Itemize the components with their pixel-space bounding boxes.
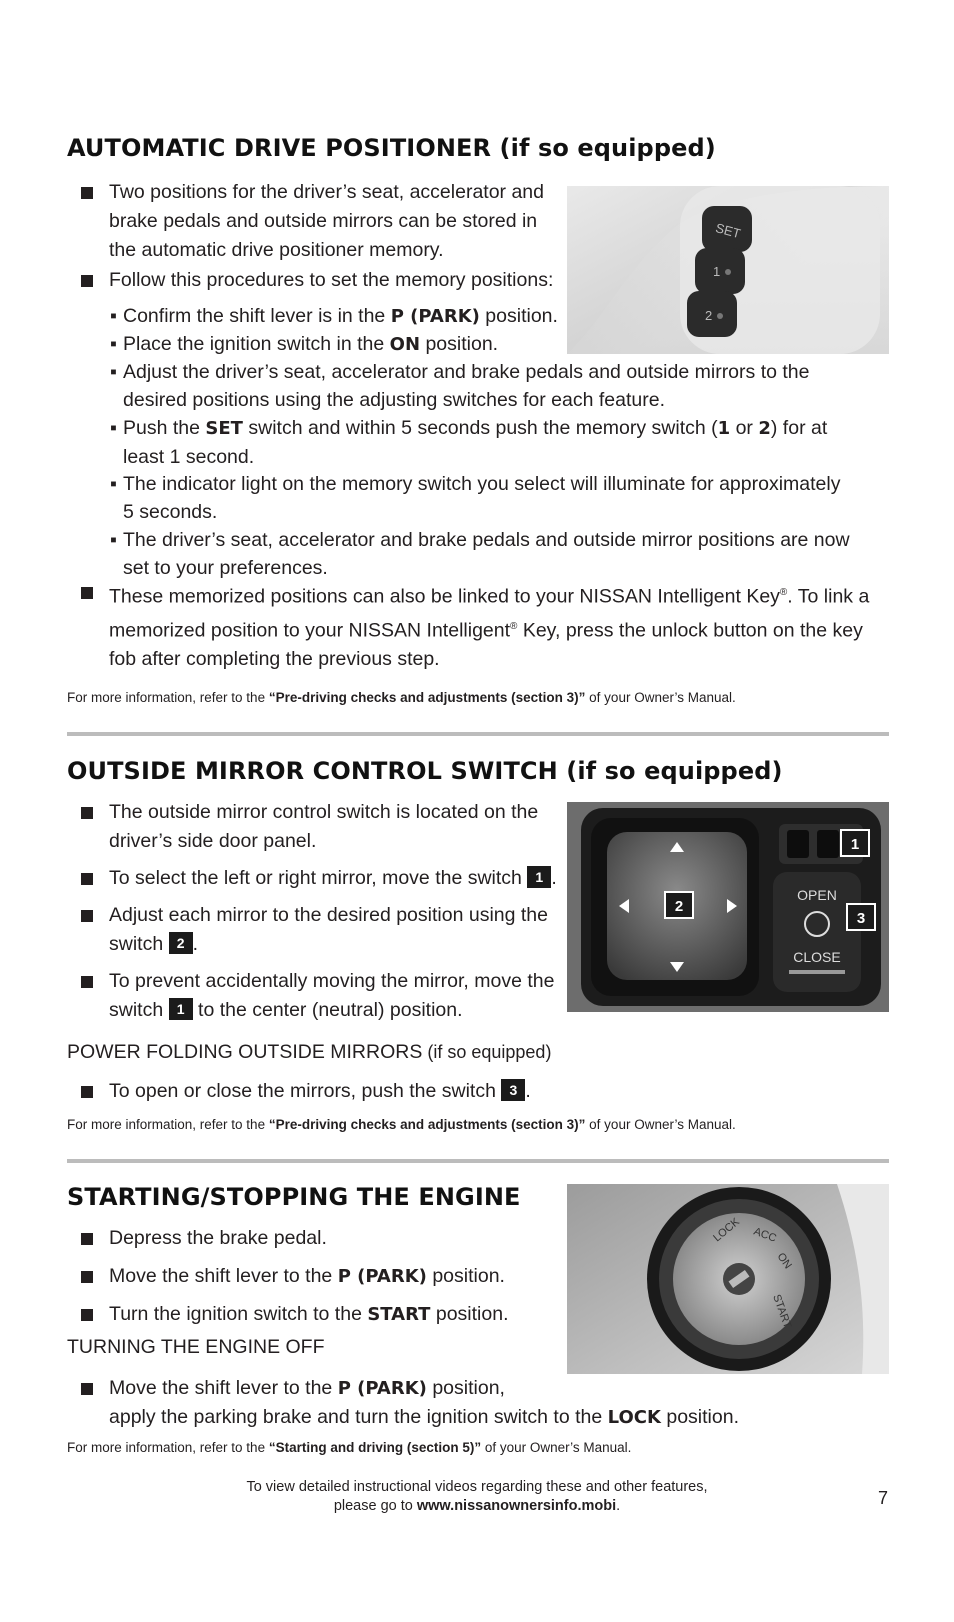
list-item: To select the left or right mirror, move the switch 1 . [81, 864, 581, 893]
sub-list-item: ▪ Place the ignition switch in the ON position. [110, 333, 499, 355]
sub-list-item: ▪ The driver’s seat, accelerator and brake pedals and outside mirror positions are now set to your preferences. [110, 529, 850, 579]
list-item: Depress the brake pedal. [81, 1224, 561, 1253]
on-position-label: ON [774, 1250, 794, 1272]
list-item: Move the shift lever to the P (PARK) position. [81, 1262, 561, 1291]
subheading: POWER FOLDING OUTSIDE MIRRORS (if so equipped) [67, 1041, 552, 1063]
list-item: Adjust each mirror to the desired position using the switch 2 . [81, 901, 551, 959]
subheading: TURNING THE ENGINE OFF [67, 1336, 325, 1358]
bullet-square-icon [81, 1233, 93, 1245]
sub-list-item: ▪ Confirm the shift lever is in the P (PARK) position. [110, 305, 558, 327]
callout-badge: 3 [501, 1079, 525, 1101]
bullet-square-icon [81, 1309, 93, 1321]
section-title: AUTOMATIC DRIVE POSITIONER (if so equipped) [67, 134, 716, 162]
page-footer: To view detailed instructional videos regarding these and other features, please go to www.nissanownersinfo.mobi. [246, 1479, 708, 1514]
ignition-switch-illustration [567, 1184, 889, 1374]
list-item: Move the shift lever to the P (PARK) position, apply the parking brake and turn the ignition switch to the LOCK position. [81, 1374, 841, 1432]
acc-position-label: ACC [751, 1225, 778, 1245]
callout-badge: 1 [527, 866, 551, 888]
list-item: To open or close the mirrors, push the switch 3 . [81, 1077, 681, 1106]
memory-2-label: 2 [705, 308, 713, 323]
section-title: STARTING/STOPPING THE ENGINE [67, 1183, 521, 1211]
callout-badge: 2 [169, 932, 193, 954]
start-position-label: START [770, 1292, 794, 1330]
list-item: To prevent accidentally moving the mirror, move the switch 1 to the center (neutral) position. [81, 967, 561, 1025]
sub-list-item: ▪ Adjust the driver’s seat, accelerator and brake pedals and outside mirrors to the desired positions using the adjusting switches for each feature. [110, 361, 810, 411]
ignition-switch-photo [567, 1184, 889, 1374]
lock-position-label: LOCK [711, 1215, 742, 1245]
reference-note: For more information, refer to the “Pre-driving checks and adjustments (section 3)” of your Owner’s Manual. [67, 690, 736, 705]
page-number: 7 [877, 1488, 888, 1508]
bullet-square-icon [81, 1271, 93, 1283]
reference-note: For more information, refer to the “Pre-driving checks and adjustments (section 3)” of your Owner’s Manual. [67, 1117, 736, 1132]
list-item: Two positions for the driver’s seat, accelerator and brake pedals and outside mirrors can be stored in the automatic drive positioner memory. [81, 178, 561, 265]
list-item: Follow this procedures to set the memory positions: [81, 266, 561, 295]
open-label: OPEN [797, 887, 837, 903]
website-link[interactable]: www.nissanownersinfo.mobi [416, 1498, 617, 1514]
list-item: These memorized positions can also be linked to your NISSAN Intelligent Key®. To link a memorized position to your NISSAN Intelligent® Key, press the unlock button on the key fob after completing the previous step. [81, 578, 889, 674]
set-switch-label: SET [714, 220, 743, 242]
sub-list-item: ▪ Push the SET switch and within 5 seconds push the memory switch (1 or 2) for at least 1 second. [110, 417, 828, 468]
sub-list-item: ▪ The indicator light on the memory switch you select will illuminate for approximately 5 seconds. [110, 473, 841, 523]
callout-2: 2 [674, 898, 684, 915]
close-label: CLOSE [793, 949, 841, 965]
list-item: Turn the ignition switch to the START position. [81, 1300, 561, 1329]
section-title: OUTSIDE MIRROR CONTROL SWITCH (if so equipped) [67, 757, 783, 785]
memory-1-label: 1 [713, 264, 721, 279]
callout-badge: 1 [169, 998, 193, 1020]
callout-1: 1 [850, 836, 860, 853]
reference-note: For more information, refer to the “Starting and driving (section 5)” of your Owner’s Manual. [67, 1440, 632, 1455]
callout-3: 3 [856, 910, 866, 927]
list-item: The outside mirror control switch is located on the driver’s side door panel. [81, 798, 561, 856]
bullet-square-icon [81, 1383, 93, 1395]
